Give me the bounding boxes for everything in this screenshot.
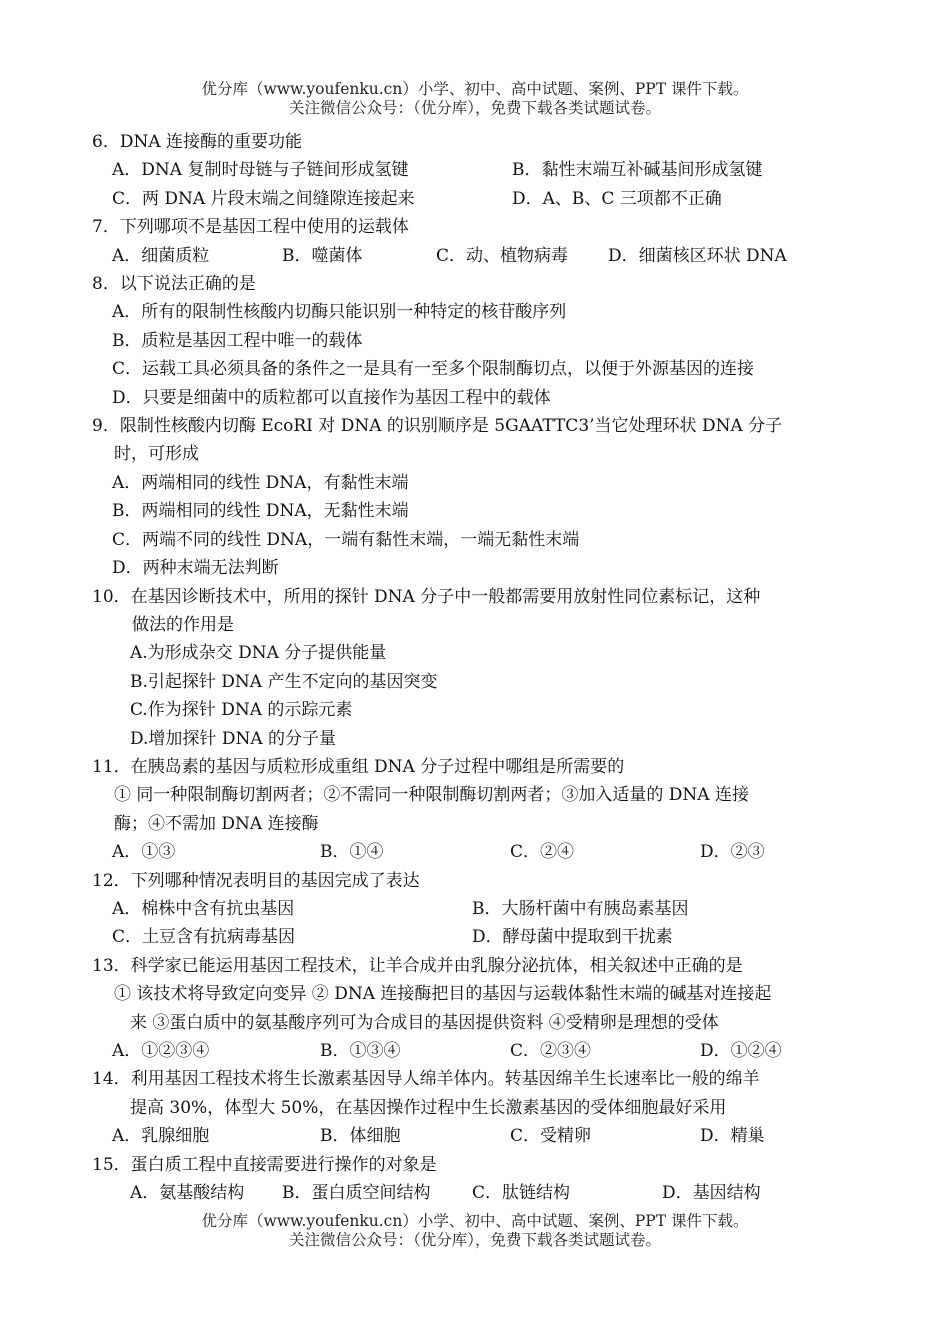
option-a: A.为形成杂交 DNA 分子提供能量 (130, 643, 387, 664)
header-line-1: 优分库（www.youfenku.cn）小学、初中、高中试题、案例、PPT 课件下载。 (201, 80, 749, 98)
option-d: D．细菌核区环状 DNA (608, 245, 787, 266)
footer-line-2: 关注微信公众号：（优分库），免费下载各类试题试卷。 (288, 1231, 661, 1249)
option-a: A．所有的限制性核酸内切酶只能识别一种特定的核苷酸序列 (112, 302, 567, 323)
option-a: A．棉株中含有抗虫基因 (112, 898, 295, 919)
question-8 (92, 270, 872, 412)
question-stem-continued: ① 同一种限制酶切割两者；②不需同一种限制酶切割两者；③加入适量的 DNA 连接 (114, 785, 749, 806)
question-stem: 10．在基因诊断技术中，所用的探针 DNA 分子中一般都需要用放射性同位素标记，这种 (92, 586, 761, 607)
option-d: D．酵母菌中提取到干扰素 (472, 927, 673, 948)
option-c: C．②③④ (510, 1041, 592, 1061)
question-stem: 12．下列哪种情况表明目的基因完成了表达 (92, 870, 420, 891)
question-stem-continued: 做法的作用是 (132, 614, 234, 635)
question-9 (92, 412, 872, 582)
question-10 (92, 583, 872, 753)
option-c: C．动、植物病毒 (436, 245, 569, 266)
question-list (92, 128, 872, 1207)
option-row (92, 1122, 872, 1150)
option-a: A．DNA 复制时母链与子链间形成氢键 (112, 160, 409, 181)
question-12 (92, 867, 872, 952)
option-b: B．大肠杆菌中有胰岛素基因 (472, 898, 689, 919)
question-stem-continued: 时，可形成 (114, 444, 199, 465)
header-banner (0, 80, 950, 118)
question-stem-continued: 来 ③蛋白质中的氨基酸序列可为合成目的基因提供资料 ④受精卵是理想的受体 (130, 1012, 719, 1033)
option-c: C．两 DNA 片段末端之间缝隙连接起来 (112, 188, 415, 209)
option-row (92, 185, 872, 213)
option-d: D．基因结构 (662, 1183, 761, 1204)
option-row (92, 156, 872, 184)
option-d: D.增加探针 DNA 的分子量 (130, 728, 337, 749)
option-row (92, 1037, 872, 1065)
question-stem-continued: ① 该技术将导致定向变异 ② DNA 连接酶把目的基因与运载体黏性末端的碱基对连接起 (114, 984, 772, 1005)
option-row (92, 923, 872, 951)
question-stem: 8．以下说法正确的是 (92, 274, 256, 295)
question-7 (92, 213, 872, 270)
option-a: A．两端相同的线性 DNA，有黏性末端 (112, 472, 409, 493)
option-row (92, 895, 872, 923)
option-d: D．A、B、C 三项都不正确 (512, 188, 722, 209)
option-d: D．两种末端无法判断 (112, 558, 279, 579)
option-c: C．②④ (510, 842, 575, 863)
option-c: C．土豆含有抗病毒基因 (112, 927, 296, 948)
option-b: B．质粒是基因工程中唯一的载体 (112, 330, 363, 351)
option-b: B．体细胞 (320, 1126, 401, 1147)
question-stem: 11．在胰岛素的基因与质粒形成重组 DNA 分子过程中哪组是所需要的 (92, 756, 625, 777)
option-a: A．氨基酸结构 (130, 1183, 245, 1204)
option-d: D．精巢 (700, 1126, 765, 1147)
option-d: D．①②④ (700, 1041, 782, 1061)
question-stem: 7．下列哪项不是基因工程中使用的运载体 (92, 217, 409, 238)
question-stem: 13．科学家已能运用基因工程技术，让羊合成并由乳腺分泌抗体，相关叙述中正确的是 (92, 955, 743, 976)
option-c: C.作为探针 DNA 的示踪元素 (130, 700, 353, 721)
option-b: B.引起探针 DNA 产生不定向的基因突变 (130, 671, 438, 692)
question-stem-continued: 酶；④不需加 DNA 连接酶 (114, 813, 319, 834)
option-c: C．肽链结构 (472, 1183, 571, 1204)
option-b: B．蛋白质空间结构 (282, 1183, 431, 1204)
option-a: A．①②③④ (112, 1041, 210, 1061)
question-stem: 14．利用基因工程技术将生长激素基因导人绵羊体内。转基因绵羊生长速率比一般的绵羊 (92, 1069, 760, 1090)
footer-banner (0, 1212, 950, 1250)
question-6 (92, 128, 872, 213)
option-a: A．①③ (112, 842, 176, 863)
question-15 (92, 1151, 872, 1208)
option-d: D．只要是细菌中的质粒都可以直接作为基因工程中的载体 (112, 387, 551, 408)
option-b: B．①④ (320, 842, 384, 863)
option-a: A．细菌质粒 (112, 245, 210, 266)
footer-line-1: 优分库（www.youfenku.cn）小学、初中、高中试题、案例、PPT 课件下载。 (201, 1212, 749, 1230)
option-b: B．噬菌体 (282, 245, 363, 266)
option-c: C．受精卵 (510, 1126, 592, 1147)
question-14 (92, 1065, 872, 1150)
option-c: C．运载工具必须具备的条件之一是具有一至多个限制酶切点，以便于外源基因的连接 (112, 359, 755, 380)
option-c: C．两端不同的线性 DNA，一端有黏性末端，一端无黏性末端 (112, 529, 580, 550)
option-a: A．乳腺细胞 (112, 1126, 210, 1147)
option-b: B．①③④ (320, 1041, 401, 1061)
question-stem: 15．蛋白质工程中直接需要进行操作的对象是 (92, 1154, 437, 1175)
option-b: B．黏性末端互补碱基间形成氢键 (512, 160, 763, 181)
question-stem-continued: 提高 30%，体型大 50%，在基因操作过程中生长激素基因的受体细胞最好采用 (130, 1097, 727, 1118)
option-row (92, 838, 872, 866)
question-stem: 9．限制性核酸内切酶 EcoRI 对 DNA 的识别顺序是 5GAATTC3’当它处理环状 DNA 分子 (92, 416, 783, 437)
question-11 (92, 753, 872, 867)
option-row (92, 1179, 872, 1207)
header-line-2: 关注微信公众号：（优分库），免费下载各类试题试卷。 (288, 99, 661, 117)
option-d: D．②③ (700, 842, 765, 863)
option-row (92, 242, 872, 270)
option-b: B．两端相同的线性 DNA，无黏性末端 (112, 501, 409, 522)
question-stem: 6．DNA 连接酶的重要功能 (92, 132, 303, 152)
question-13 (92, 952, 872, 1066)
